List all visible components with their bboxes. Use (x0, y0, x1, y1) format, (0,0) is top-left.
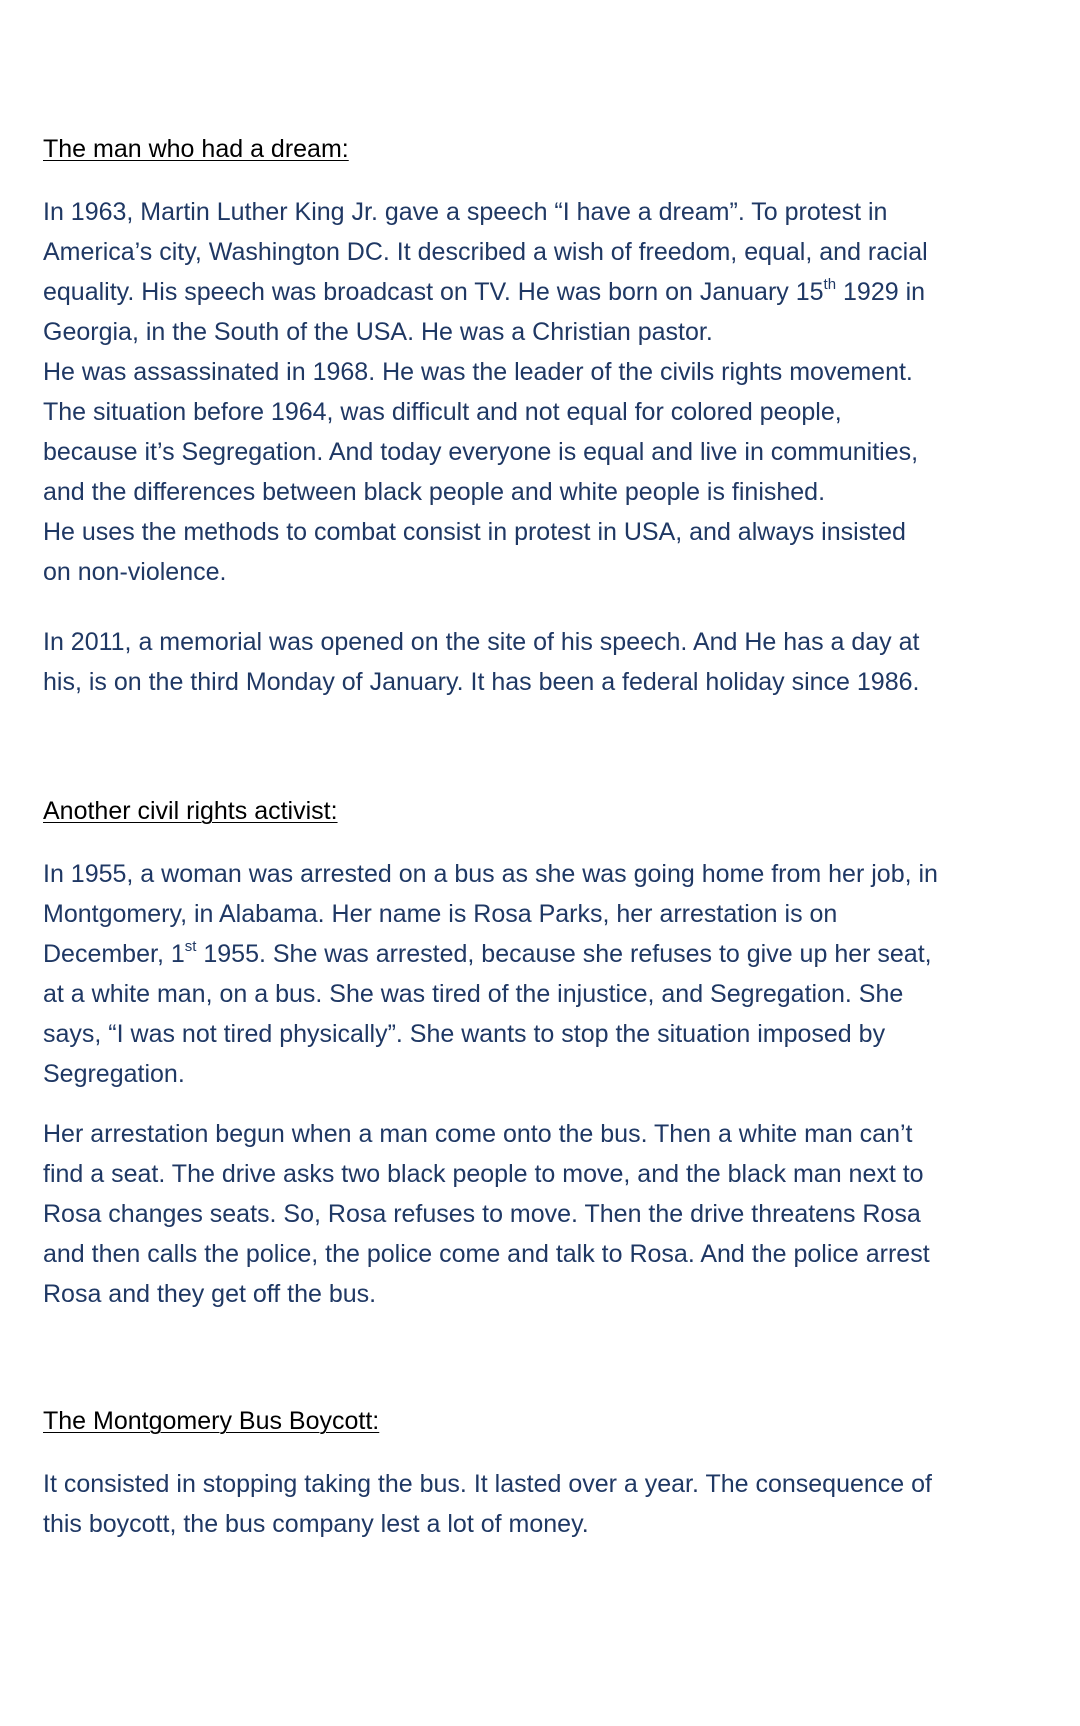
text-line: He uses the methods to combat consist in protest in USA, and always insisted (43, 518, 906, 546)
text-line: December, 1st 1955. She was arrested, because she refuses to give up her seat, (43, 937, 932, 968)
text-line: because it’s Segregation. And today everyone is equal and live in communities, (43, 438, 919, 466)
text-line: Georgia, in the South of the USA. He was a Christian pastor. (43, 318, 713, 346)
paragraph-dream-1 (43, 192, 1043, 592)
section-heading-activist: Another civil rights activist: (43, 797, 338, 825)
text-line: at a white man, on a bus. She was tired of the injustice, and Segregation. She (43, 980, 904, 1008)
paragraph-boycott-1 (43, 1464, 1043, 1544)
text-line: Rosa changes seats. So, Rosa refuses to move. Then the drive threatens Rosa (43, 1200, 921, 1228)
text-line: find a seat. The drive asks two black people to move, and the black man next to (43, 1160, 924, 1188)
text-line: The situation before 1964, was difficult and not equal for colored people, (43, 398, 842, 426)
section-heading-boycott: The Montgomery Bus Boycott: (43, 1407, 380, 1435)
text-line: In 1963, Martin Luther King Jr. gave a speech “I have a dream”. To protest in (43, 198, 888, 226)
section-heading-dream: The man who had a dream: (43, 135, 349, 163)
paragraph-dream-2 (43, 622, 1043, 702)
text-line: equality. His speech was broadcast on TV. He was born on January 15th 1929 in (43, 275, 926, 306)
superscript: st (184, 937, 197, 955)
text-line: says, “I was not tired physically”. She wants to stop the situation imposed by (43, 1020, 886, 1048)
text-line: on non-violence. (43, 558, 227, 586)
text-line: and then calls the police, the police come and talk to Rosa. And the police arrest (43, 1240, 930, 1268)
text-line: and the differences between black people and white people is finished. (43, 478, 826, 506)
text-line: He was assassinated in 1968. He was the leader of the civils rights movement. (43, 358, 913, 386)
text-line: his, is on the third Monday of January. It has been a federal holiday since 1986. (43, 668, 920, 696)
paragraph-activist-1 (43, 854, 1043, 1094)
superscript: th (823, 275, 837, 293)
text-line: Montgomery, in Alabama. Her name is Rosa Parks, her arrestation is on (43, 900, 838, 928)
text-line: It consisted in stopping taking the bus. It lasted over a year. The consequence of (43, 1470, 932, 1498)
text-line: Segregation. (43, 1060, 185, 1088)
text-line: this boycott, the bus company lest a lot of money. (43, 1510, 589, 1538)
paragraph-activist-2 (43, 1114, 1043, 1314)
text-line: Rosa and they get off the bus. (43, 1280, 377, 1308)
text-line: In 2011, a memorial was opened on the site of his speech. And He has a day at (43, 628, 920, 656)
text-line: Her arrestation begun when a man come onto the bus. Then a white man can’t (43, 1120, 913, 1148)
text-line: In 1955, a woman was arrested on a bus as she was going home from her job, in (43, 860, 938, 888)
text-line: America’s city, Washington DC. It described a wish of freedom, equal, and racial (43, 238, 928, 266)
